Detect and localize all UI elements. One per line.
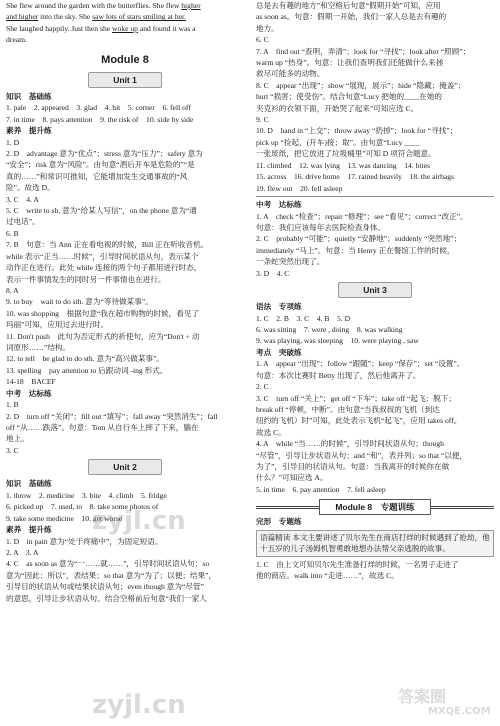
answer-line: pick up “捡起，(开车)接；取”。由句意“Lucy ____ [256, 137, 420, 147]
answer-line: “安全”；risk 意为“风险”。由句意“酒后开车是危险的”“是 [6, 160, 195, 170]
unit1-title: Unit 1 [88, 72, 162, 88]
answer-line: 玛丽”可知，应用过去进行时。 [6, 320, 109, 330]
answer-line: 总是去有趣的地方”和空格后句意“假期开始”可知，应用 [256, 1, 441, 10]
answer-line: 15. across 16. drive home 17. rained heavily 18. the airbags [256, 172, 455, 182]
unit3-title: Unit 3 [338, 282, 412, 298]
intro-segment: woke up [112, 23, 138, 33]
answer-line: 9. take some medicine 10. get worse [6, 513, 123, 523]
answer-line: 一张废纸，把它放进了垃圾桶里”可知 D 项符合题意。 [256, 149, 436, 159]
answer-line: 的意思，引导让步状语从句。结合空格前后句意“我们一家人 [6, 593, 207, 603]
intro-line [6, 23, 244, 34]
answer-line: 13. spelling pay attention to 后跟动词 -ing 形式。 [6, 365, 168, 375]
answer-line: 8. C appear “出现”；show “展现，展示”；hide “隐藏；掩盖”； [256, 80, 466, 90]
answer-line: 3. C [6, 445, 19, 455]
answer-line: 地方。 [256, 23, 279, 33]
answer-line: 2. D advantage 意为“优点”；stress 意为“压力”；safety 意为 [6, 149, 203, 159]
intro-segment: and higher [6, 12, 39, 22]
answer-line: 一条蛇突然出现了。 [256, 257, 325, 267]
answer-line: as soon as。句意：假期一开始，我们一家人总是去有趣的 [256, 12, 447, 22]
module-special-banner [256, 499, 494, 514]
separator-line [256, 196, 494, 197]
answer-line: 词原形……”结构。 [6, 342, 71, 352]
answer-line: 9. to buy wait to do sth. 意为“等待做某事”。 [6, 297, 153, 307]
answer-line: 他的商店。walk into “走进……”，故选 C。 [256, 571, 399, 581]
unit2-title: Unit 2 [88, 459, 162, 475]
unit1-basic-section: 知识 基础练 [6, 91, 52, 101]
answer-line: 为了”，引导目的状语从句。句意：当我离开的时候你在做 [256, 462, 450, 471]
answer-line: 7. A find out “查明，弄清”；look for “寻找”；look after “照顾”； [256, 46, 471, 56]
answer-line: break off “停顿，中断”。由句意“当我叔叔的飞机（到达 [256, 404, 440, 414]
answer-line: 表示一件事情发生的同时另一件事情也在进行。 [6, 274, 166, 284]
answer-line: 11. climbed 12. was lying 13. was dancing 14. bites [256, 160, 430, 170]
answer-line: 险”。故选 D。 [6, 183, 55, 193]
answer-line: off “从……跌落”。句意：Tom 从自行车上摔了下来，躺在 [6, 422, 199, 432]
answer-line: 6. B [6, 228, 19, 238]
unit2-basic-answers [6, 490, 244, 524]
intro-segment: dream. [6, 35, 27, 45]
unit3-grammar-section: 语法 专项练 [256, 301, 302, 311]
wanxing-section: 完形 专题练 [256, 517, 302, 527]
intro-segment: higher [181, 1, 201, 10]
answer-line: 5. in time 6. pay attention 7. fell asleep [256, 484, 386, 494]
answer-line: 12. to tell be glad to do sth. 意为“高兴做某事”。 [6, 354, 164, 364]
answer-line: 夹克衫的衣领下面，开始哭了起来”可知应选 C。 [256, 103, 419, 113]
unit1-basic-answers [6, 102, 244, 125]
intro-line [6, 11, 244, 22]
answer-line: 什么？”可知应选 A。 [256, 473, 328, 483]
unit3-points-section: 考点 突破练 [256, 347, 302, 357]
answer-line: 7. in time 8. pays attention 9. the risk of 10. side by side [6, 114, 194, 124]
answer-line: 2. A 3. A [6, 548, 39, 557]
answer-line: immediately “马上”。句意：当 Henry 正在餐馆工作的时候， [256, 245, 455, 255]
answer-line: warm up “热身”。句意：让我们查明我们还能做什么来拯 [256, 58, 444, 68]
answer-line: 4. A while “当……的时候”，引导时间状语从句；though [256, 439, 444, 449]
answer-line: 8. A [6, 285, 19, 295]
answer-line: 引导目的状语从句或结果状语从句；even though 意为“尽管” [6, 582, 204, 592]
answer-line: 3. C turn off “关上”；get off “下车”；take off “起飞；脱下； [256, 393, 456, 403]
intro-line [6, 0, 244, 11]
answer-line: 1. D [6, 137, 20, 147]
unit2-improve-section: 素养 提升练 [6, 525, 52, 534]
unit3-points-answers [256, 358, 494, 495]
zhongkao-answers [256, 211, 494, 279]
intro-segment: saw lots of stars smiling at her. [92, 12, 187, 22]
watermark-2: zyjl.cn [92, 690, 186, 720]
reading-guide-text: 语篇精读 本文主要讲述了贝尔先生在商店打烊的时候遇到了抢劫，他十五岁的儿子汤姆机智勇敢地想办法帮父亲逃脱的故事。 [260, 532, 490, 554]
answer-line: 纽约的飞机）时”可知，此处表示飞机“起飞”，应用 takes off。 [256, 416, 462, 426]
wanxing-answers [256, 559, 494, 582]
answer-line: 19. flew out 20. fell asleep [256, 183, 343, 193]
unit2-basic-section: 知识 基础练 [6, 479, 52, 489]
answer-line: 1. C 2. B 3. C 4. B 5. D [256, 313, 351, 323]
answer-line: 2. D turn off “关闭”；fill out “填写”；fall away “突然消失”；fall [6, 411, 218, 421]
answer-line: 6. was sitting 7. were , doing 8. was walking [256, 324, 403, 334]
answer-line: 故选 C。 [256, 427, 286, 437]
watermark-3: 答案圈 [398, 687, 447, 706]
answer-line: “尽管”，引导让步状语从句；and “和”，表并列；so that “以便， [256, 450, 468, 460]
unit1-improve-answers [6, 137, 244, 457]
answer-line: 3. D 4. C [256, 268, 290, 278]
answer-line: 1. B [6, 400, 19, 410]
intro-segment: and found it was a [137, 23, 196, 33]
reading-guide-box [256, 530, 494, 557]
watermark-4: MXQE.COM [428, 706, 491, 717]
answer-line: 1. C 由上文可知贝尔先生准备打烊的时候，一名男子走进了 [256, 559, 459, 569]
module-title: Module 8 [101, 53, 149, 66]
answer-line: 5. C write to sb. 意为“给某人写信”，on the phone 意为“通 [6, 206, 197, 216]
answer-line: 10. was shopping 根据句意“我在超市购物的时候，看见了 [6, 308, 200, 318]
answer-line: 意为“因此；所以”，表结果；so that 意为“为了；以便；结果”， [6, 570, 217, 580]
answer-line: 1. throw 2. medicine 3. bite 4. climb 5. fridge [6, 490, 167, 500]
unit1-zhongkao-section: 中考 达标练 [6, 388, 52, 398]
answer-line: 真的……”和常识可推知，它能增加发生交通事故的“风 [6, 171, 188, 181]
answer-line: 救尽可能多的动物。 [256, 69, 325, 79]
module-special-title: Module 8 专题训练 [319, 499, 431, 515]
watermark-1: zyjl.cn [92, 506, 186, 536]
answer-line: 1. pale 2. appeared 3. glad 4. hit 5. corner 6. fell off [6, 103, 191, 113]
answer-line: 14-18 BACEF [6, 377, 56, 387]
right-column [256, 0, 494, 581]
right-top-answers [256, 0, 494, 194]
answer-line: 11. Don't push 此句为否定形式的祈使句，应为“Don't + 动 [6, 331, 200, 341]
answer-line: 6. C [256, 35, 269, 45]
unit3-grammar-answers [256, 313, 494, 347]
answer-line: 1. A appear “出现”；follow “跟随”；keep “保存”；set “设置”。 [256, 359, 465, 369]
left-column [6, 0, 244, 604]
answer-line: 句意：本次比赛时 Betty 出现了，然后他离开了。 [256, 370, 421, 380]
answer-line: 2. C [256, 382, 269, 392]
answer-line: 9. was playing, was sleeping 10. were playing , saw [256, 336, 419, 346]
answer-line: 7. B 句意：当 Ann 正在看电视的时候，Bill 正在听收音机。 [6, 240, 209, 250]
intro-segment: She flew around the garden with the butterflies. She flew [6, 1, 182, 10]
unit2-improve-answers [6, 536, 244, 604]
answer-line: 4. C as soon as 意为“一……就……”，引导时间状语从句；so [6, 559, 210, 569]
answer-line: 9. C [256, 115, 269, 125]
unit1-improve-section: 素养 提升练 [6, 126, 52, 136]
answer-line: while 表示“正当……时候”，引导时间状语从句，表示某个 [6, 251, 199, 261]
intro-segment: She laughed happily. Just then she [6, 23, 113, 33]
answer-line: 1. A check “检查”；repair “修理”；see “看见”；correct “改正”。 [256, 211, 468, 221]
answer-line: 过电话”。 [6, 217, 40, 227]
intro-paragraph [6, 0, 244, 46]
answer-line: 1. D in pain 意为“处于疼痛中”，为固定短语。 [6, 536, 163, 546]
answer-line: 地上。 [6, 434, 29, 444]
zhongkao-section: 中考 达标练 [256, 199, 302, 209]
intro-line [6, 34, 244, 45]
answer-line: hurt “损害；使受伤”。结合句意“Lucy 把她的____在她的 [256, 92, 443, 102]
answer-line: 句意：我们应该每年去医院检查身体。 [256, 222, 386, 232]
intro-segment: into the sky. She [38, 12, 93, 22]
answer-line: 2. C probably “可能”；quietly “安静地”；suddenly “突然地”； [256, 234, 462, 244]
answer-line: 动作正在进行。此处 while 连接的两个句子都用进行时态， [6, 263, 202, 273]
answer-line: 6. picked up 7. used, to 8. take some photos of [6, 502, 159, 512]
answer-line: 10. D hand in “上交”；throw away “扔掉”；look for “寻找”； [256, 126, 458, 136]
answer-line: 3. C 4. A [6, 194, 39, 204]
